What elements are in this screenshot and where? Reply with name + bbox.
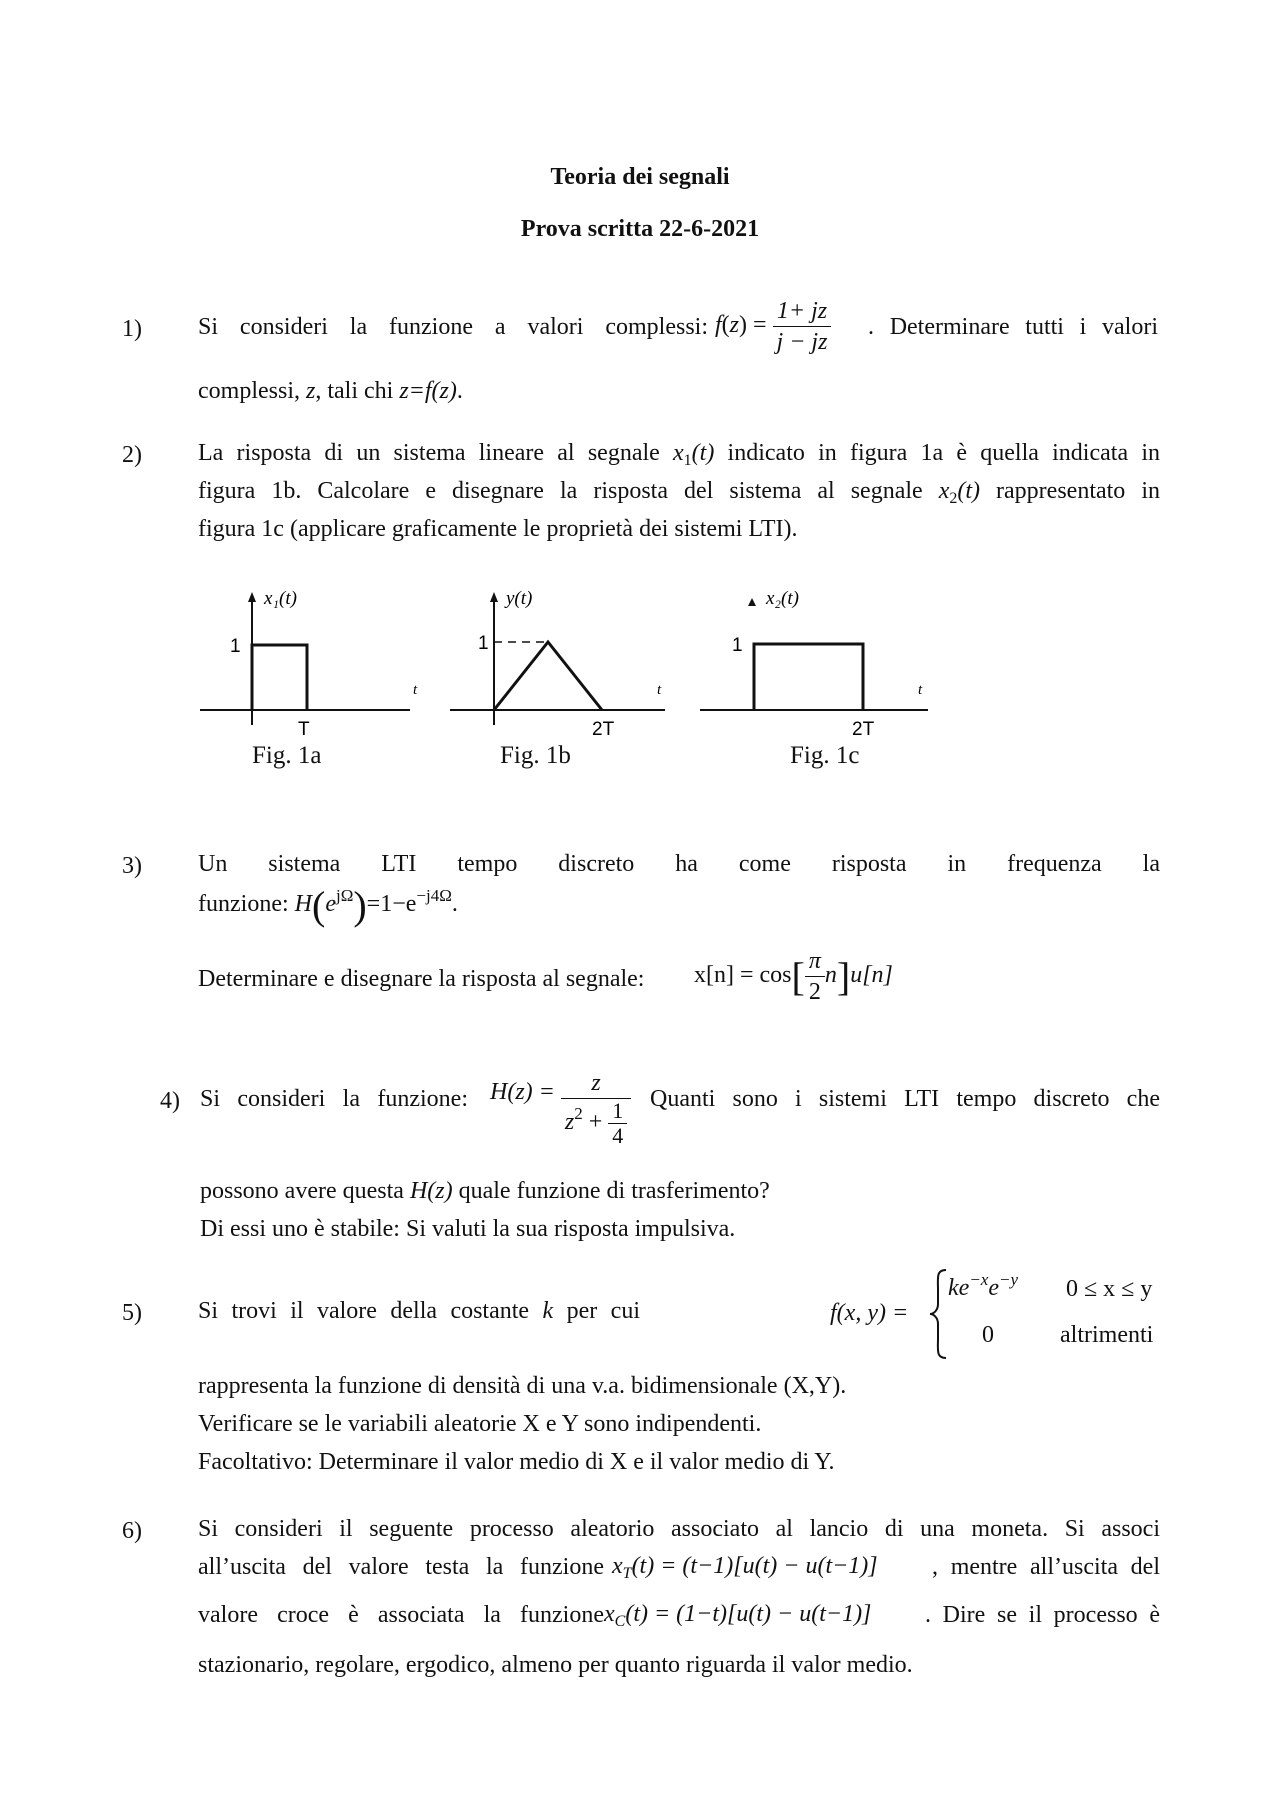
q2-line3: figura 1c (applicare graficamente le proprietà dei sistemi LTI).	[198, 516, 798, 542]
fig1a-tick: T	[298, 719, 310, 740]
q5-case2-expr: 0	[982, 1322, 994, 1348]
q6-number: 6)	[122, 1518, 142, 1544]
q2-line1: La risposta di un sistema lineare al segnale $x_1(t)$ indicato in figura 1a è quella indicata in	[198, 440, 1160, 469]
q6-xC-formula: $x_C(t) = (1-t)[u(t) - u(t-1)]$	[604, 1601, 872, 1630]
figure-1c	[700, 580, 940, 740]
fig1c-ylabel: x₂(t)	[766, 588, 799, 609]
q4-number: 4)	[160, 1088, 180, 1114]
page-subtitle: Prova scritta 22-6-2021	[520, 216, 760, 242]
fig1b-ylabel: y(t)	[506, 588, 533, 609]
q4-formula: H(z) = z $z^2$ + $\frac{1}{4}$	[490, 1068, 631, 1148]
left-brace-icon	[928, 1268, 950, 1360]
q5-text: Si trovi il valore della costante k per cui	[198, 1298, 641, 1324]
q6-xT-formula: $x_T(t) = (t-1)[u(t) - u(t-1)]$	[612, 1553, 878, 1582]
fig1a-xlabel: t	[413, 682, 418, 698]
q5-case1-expr: $ke^{-x}e^{-y}$	[948, 1270, 1019, 1301]
fig1a-level: 1	[230, 636, 241, 657]
fig1b-xlabel: t	[657, 682, 662, 698]
q1-fraction: $\frac{1+ jz}{j - jz}$	[773, 296, 832, 357]
q1-text: Si consideri la funzione a valori complessi:	[198, 314, 708, 340]
fig1b-level: 1	[478, 633, 489, 654]
y-axis-arrow-icon	[490, 592, 498, 602]
q6-line2-a: all’uscita del valore testa la funzione	[198, 1554, 604, 1580]
q5-number: 5)	[122, 1300, 142, 1326]
fig1a-ylabel: x₁(t)	[264, 588, 297, 609]
q3-number: 3)	[122, 853, 142, 879]
q6-line1: Si consideri il seguente processo aleatorio associato al lancio di una moneta. Si associ	[198, 1516, 1160, 1542]
q1-number: 1)	[122, 316, 142, 342]
fig1c-level: 1	[732, 635, 743, 656]
q5-line3: Verificare se le variabili aleatorie X e Y sono indipendenti.	[198, 1411, 762, 1437]
figure-1a	[200, 580, 420, 740]
q5-lhs: f(x, y) =	[830, 1300, 909, 1326]
fig1b-tick: 2T	[592, 719, 615, 740]
q3-line1: Un sistema LTI tempo discreto ha come risposta in frequenza la	[198, 851, 1160, 877]
q3-signal-formula: x[n] = cos[ $\frac{\pi}{2}$ n]u[n]	[694, 948, 893, 1005]
q4-text-before: Si consideri la funzione:	[200, 1086, 468, 1112]
q6-line3-b: . Dire se il processo è	[925, 1602, 1160, 1628]
triangle-response	[494, 642, 602, 710]
q4-text-after: Quanti sono i sistemi LTI tempo discreto che	[650, 1086, 1160, 1112]
fig1c-tick: 2T	[852, 719, 875, 740]
q1-line2: complessi, z, tali chi z=f(z).	[198, 378, 463, 404]
fig1c-caption: Fig. 1c	[790, 742, 860, 769]
q4-line2: possono avere questa H(z) quale funzione di trasferimento?	[200, 1178, 770, 1204]
q4-fraction: z $z^2$ + $\frac{1}{4}$	[561, 1068, 631, 1148]
q6-line4: stazionario, regolare, ergodico, almeno per quanto riguarda il valor medio.	[198, 1652, 913, 1678]
fig1b-caption: Fig. 1b	[500, 742, 571, 769]
q5-line2: rappresenta la funzione di densità di una v.a. bidimensionale (X,Y).	[198, 1373, 847, 1399]
q6-line2-b: , mentre all’uscita del	[932, 1554, 1160, 1580]
page-title: Teoria dei segnali	[550, 164, 730, 190]
q5-line4: Facoltativo: Determinare il valor medio di X e il valor medio di Y.	[198, 1449, 835, 1475]
figure-1b	[450, 580, 680, 740]
rect-pulse	[754, 644, 863, 710]
q3-line3: Determinare e disegnare la risposta al segnale:	[198, 966, 645, 992]
q2-number: 2)	[122, 442, 142, 468]
y-axis-arrow-icon	[248, 592, 256, 602]
q4-line3: Di essi uno è stabile: Si valuti la sua risposta impulsiva.	[200, 1216, 736, 1242]
q3-formula-H: funzione: $H(e^{j\Omega})=1-e^{-j4\Omega}$.	[198, 883, 458, 928]
q5-case2-cond: altrimenti	[1060, 1322, 1154, 1348]
q1-text-after: . Determinare tutti i valori	[868, 314, 1158, 340]
fig1a-caption: Fig. 1a	[252, 742, 322, 769]
rect-pulse	[252, 645, 307, 710]
q1-formula: f(z) = $\frac{1+ jz}{j - jz}$	[715, 296, 831, 357]
q2-line2: figura 1b. Calcolare e disegnare la risposta del sistema al segnale $x_2(t)$ rappresentato in	[198, 478, 1161, 507]
q5-case1-cond: 0 ≤ x ≤ y	[1066, 1276, 1153, 1302]
fig1c-xlabel: t	[918, 682, 923, 698]
q6-line3-a: valore croce è associata la funzione	[198, 1602, 604, 1628]
y-axis-arrow-icon	[748, 598, 756, 606]
